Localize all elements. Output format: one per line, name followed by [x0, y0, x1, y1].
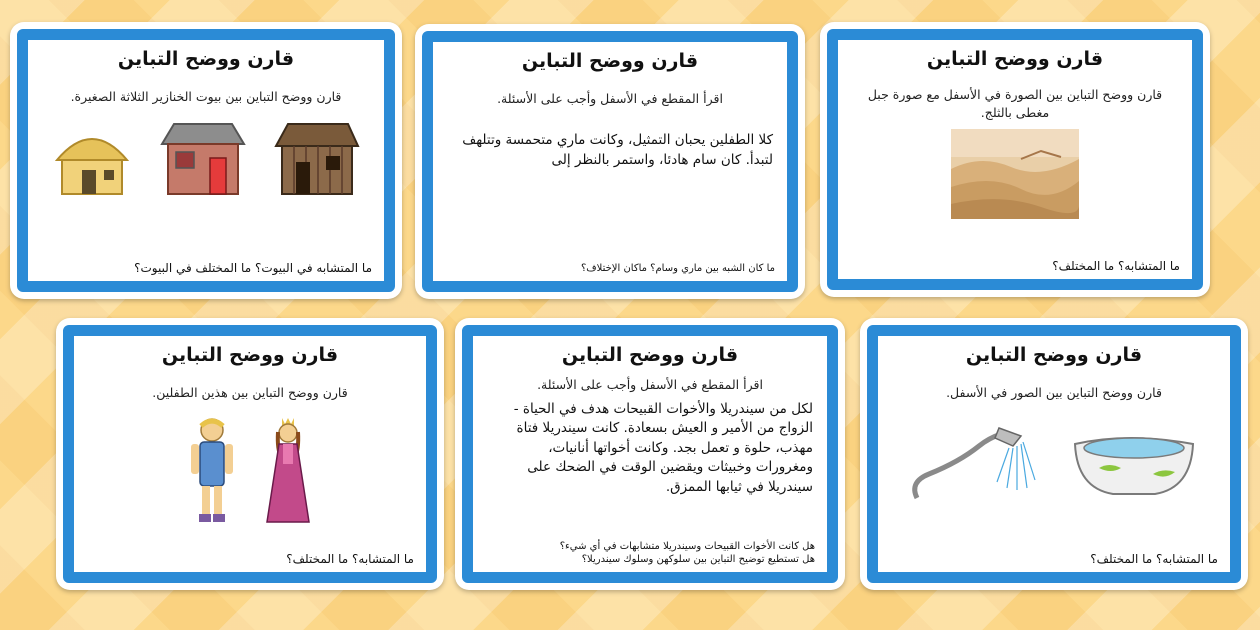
card-instruction: قارن ووضح التباين بين الصورة في الأسفل مع صورة جبل مغطى بالثلج.: [867, 87, 1163, 120]
card-frame: [63, 325, 437, 583]
activity-card-mary-sam: [415, 24, 805, 299]
card-title: قارن ووضح التباين: [161, 344, 339, 366]
card-frame: [827, 29, 1203, 290]
card-passage: لكل من سيندريلا والأخوات القبيحات هدف في الحياة - الزواج من الأمير و العيش بسعادة. كانت سيندريلا فتاة مهذب، حلوة و تعمل بجد. وكانت أخواتها أنانيات، ومغرورات وخبيثات ويقضين الوقت في الضحك على سيندريلا في ثيابها الممزق.: [513, 400, 813, 495]
card-title: قارن ووضح التباين: [926, 48, 1104, 70]
activity-card-houses: [10, 22, 402, 299]
card-frame: [462, 325, 838, 583]
card-instruction: قارن ووضح التباين بين الصور في الأسفل.: [946, 385, 1162, 400]
card-instruction: اقرأ المقطع في الأسفل وأجب على الأسئلة.: [537, 377, 763, 392]
card-question: ما المتشابه؟ ما المختلف؟: [286, 552, 414, 566]
activity-card-shower-bath: [860, 318, 1248, 590]
card-frame: [422, 31, 798, 292]
card-question: ما كان الشبه بين ماري وسام؟ ماكان الإختلاف؟: [580, 263, 775, 274]
shower-head-image: [909, 422, 1039, 502]
card-frame: [867, 325, 1241, 583]
card-passage: كلا الطفلين يحبان التمثيل، وكانت ماري متحمسة وتتلهف لتبدأ. كان سام هادئا، واستمر بالنظر إلى: [462, 131, 773, 168]
card-images: [878, 422, 1230, 502]
card-title: قارن ووضح التباين: [521, 50, 699, 72]
brick-house-image: [158, 118, 248, 198]
card-instruction: قارن ووضح التباين بين هذين الطفلين.: [152, 385, 348, 400]
baby-bath-image: [1069, 422, 1199, 502]
card-title: قارن ووضح التباين: [561, 344, 739, 366]
card-instruction: قارن ووضح التباين بين بيوت الخنازير الثلاثة الصغيرة.: [70, 89, 342, 104]
activity-card-two-children: [56, 318, 444, 590]
princess-image: [263, 416, 313, 526]
card-instruction: اقرأ المقطع في الأسفل وأجب على الأسئلة.: [497, 91, 723, 106]
activity-card-cinderella: [455, 318, 845, 590]
card-question: [485, 540, 815, 566]
activity-card-desert: [820, 22, 1210, 297]
card-question: ما المتشابه؟ ما المختلف؟: [1090, 552, 1218, 566]
desert-dunes-image: [951, 129, 1079, 219]
card-title: قارن ووضح التباين: [117, 48, 295, 70]
wood-house-image: [274, 118, 360, 198]
question-line-1: هل كانت الأخوات القبيحات وسيندريلا متشابهات في أي شيء؟: [559, 541, 815, 552]
card-question: ما المتشابه في البيوت؟ ما المختلف في البيوت؟: [134, 261, 372, 275]
card-images: [28, 118, 384, 198]
card-images: [74, 416, 426, 526]
card-images: [838, 129, 1192, 219]
card-frame: [17, 29, 395, 292]
girl-overalls-image: [187, 416, 237, 526]
question-line-2: هل تستطيع توضيح التباين بين سلوكهن وسلوك سيندريلا؟: [581, 554, 815, 565]
straw-house-image: [52, 118, 132, 198]
card-title: قارن ووضح التباين: [965, 344, 1143, 366]
card-question: ما المتشابه؟ ما المختلف؟: [1052, 259, 1180, 273]
